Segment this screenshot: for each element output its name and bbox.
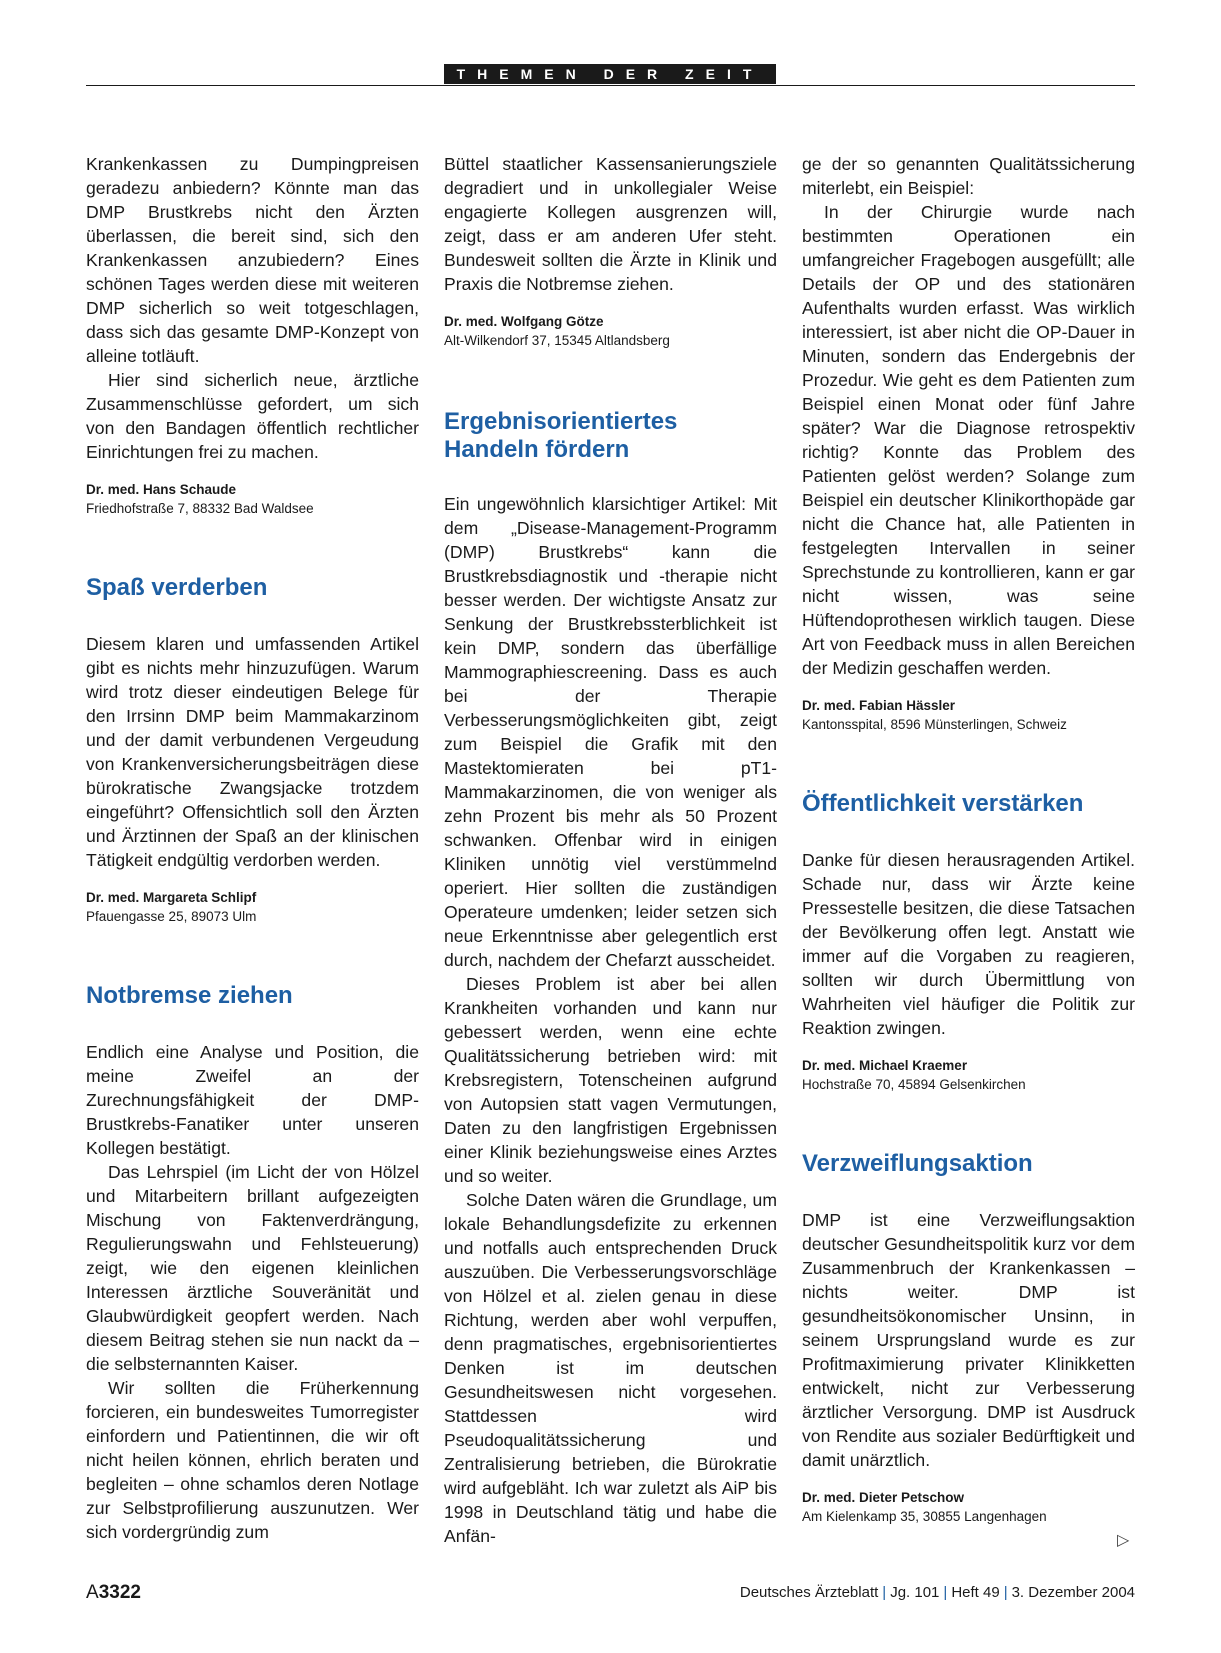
paragraph: DMP ist eine Verzweiflungsaktion deutscher Gesundheitspolitik kurz vor dem Zusammenbruch der Krankenkassen – nichts weiter. DMP ist gesundheitsökonomischer Unsinn, in seinem Ursprungsland wurde es zur Profitmaximierung privater Klinikketten entwickelt, nicht zur Verbesserung ärztlicher Versorgung. DMP ist Ausdruck von Rendite aus sozialer Bedürftigkeit und damit unärztlich. xyxy=(802,1210,1135,1470)
author-address: Hochstraße 70, 45894 Gelsenkirchen xyxy=(802,1077,1026,1092)
letter-heading: Spaß verderben xyxy=(86,574,268,601)
author-address: Kantonsspital, 8596 Münsterlingen, Schweiz xyxy=(802,717,1067,732)
paragraph: Diesem klaren und umfassenden Artikel gibt es nichts mehr hinzuzufügen. Warum wird trotz dieser eindeutigen Belege für den Irrsinn DMP beim Mammakarzinom und der damit verbundenen Vergeudung von Krankenversicherungsbeiträgen diese bürokratische Zwangsjacke trotzdem eingeführt? Offensichtlich soll den Ärzten und Ärztinnen der Spaß an der klinischen Tätigkeit endgültig verdorben werden. xyxy=(86,634,419,870)
letter-heading: Notbremse ziehen xyxy=(86,982,293,1009)
page-number xyxy=(86,1582,141,1604)
author-address: Am Kielenkamp 35, 30855 Langenhagen xyxy=(802,1509,1047,1524)
journal-issue: Heft 49 xyxy=(951,1584,1000,1601)
journal-info xyxy=(740,1584,1135,1601)
paragraph: Endlich eine Analyse und Position, die meine Zweifel an der Zurechnungsfähigkeit der DMP-Brustkrebs-Fanatiker unter unseren Kollegen bestätigt. xyxy=(86,1042,419,1158)
paragraph: Wir sollten die Früherkennung forcieren, ein bundesweites Tumorregister einfordern und Patientinnen, die wir oft nicht heilen können, ehrlich beraten und begleiten – ohne schamlos deren Notlage zur Selbstprofilierung auszunutzen. Wer sich vordergründig zum xyxy=(86,1378,419,1542)
journal-date: 3. Dezember 2004 xyxy=(1011,1584,1135,1601)
author-name: Dr. med. Dieter Petschow xyxy=(802,1490,965,1505)
separator: | xyxy=(943,1584,948,1601)
author-name: Dr. med. Fabian Hässler xyxy=(802,698,956,713)
separator: | xyxy=(882,1584,887,1601)
paragraph: Das Lehrspiel (im Licht der von Hölzel und Mitarbeitern brillant aufgezeigten Mischung von Faktenverdrängung, Regulierungswahn und Fehlsteuerung) zeigt, wie den eigenen kleinlichen Interessen ärztliche Souveränität und Glaubwürdigkeit geopfert werden. Nach diesem Beitrag stehen sie nun nackt da – die selbsternannten Kaiser. xyxy=(86,1162,419,1374)
author-address: Friedhofstraße 7, 88332 Bad Waldsee xyxy=(86,501,314,516)
letter-heading: Ergebnisorientiertes Handeln fördern xyxy=(444,408,678,463)
journal-name: Deutsches Ärzteblatt xyxy=(739,1584,879,1601)
author-name: Dr. med. Wolfgang Götze xyxy=(444,314,604,329)
paragraph: Ein ungewöhnlich klarsichtiger Artikel: Mit dem „Disease-Management-Programm (DMP) Brustkrebs“ kann die Brustkrebsdiagnostik und -therapie nicht besser werden. Der wichtigste Ansatz zur Senkung der Brustkrebssterblichkeit ist kein DMP, sondern das überfällige Mammographiescreening. Dass es auch bei der Therapie Verbesserungsmöglichkeiten gibt, zeigt zum Beispiel die Grafik mit den Mastektomieraten bei pT1-Mammakarzinomen, die von weniger als zehn Prozent bis mehr als 50 Prozent schwanken. Offenbar wird in einigen Kliniken unnötig viel verstümmelnd operiert. Hier sollten die zuständigen Operateure umdenken; leider setzen sich neue Erkenntnisse aber gelegentlich erst durch, nachdem der Chefarzt ausscheidet. xyxy=(444,494,777,970)
author-name: Dr. med. Hans Schaude xyxy=(86,482,237,497)
paragraph: Danke für diesen herausragenden Artikel. Schade nur, dass wir Ärzte keine Pressestelle besitzen, die diese Tatsachen der Bevölkerung offen legt. Anstatt wie immer auf die Vorgaben zu reagieren, sollten wir durch Übermittlung von Wahrheiten viel häufiger die Politik zur Reaktion zwingen. xyxy=(802,850,1135,1038)
journal-volume: Jg. 101 xyxy=(890,1584,940,1601)
separator: | xyxy=(1003,1584,1008,1601)
author-address: Alt-Wilkendorf 37, 15345 Altlandsberg xyxy=(444,333,670,348)
paragraph: ge der so genannten Qualitätssicherung miterlebt, ein Beispiel: xyxy=(802,154,1135,198)
author-name: Dr. med. Michael Kraemer xyxy=(802,1058,968,1073)
paragraph: Büttel staatlicher Kassensanierungsziele degradiert und in unkollegialer Weise engagierte Kollegen ausgrenzen will, zeigt, dass er am anderen Ufer steht. Bundesweit sollten die Ärzte in Klinik und Praxis die Notbremse ziehen. xyxy=(444,154,777,294)
paragraph: Dieses Problem ist aber bei allen Krankheiten vorhanden und kann nur gebessert werden, wenn eine echte Qualitätssicherung betrieben wird: mit Krebsregistern, Totenscheinen aufgrund von Autopsien statt vagen Vermutungen, Daten zu den langfristigen Ergebnissen einer Klinik beziehungsweise eines Arztes und so weiter. xyxy=(444,974,777,1186)
header-rule xyxy=(86,85,1135,86)
letter-heading: Öffentlichkeit verstärken xyxy=(802,790,1084,817)
column-1 xyxy=(86,152,419,1544)
paragraph: Solche Daten wären die Grundlage, um lokale Behandlungsdefizite zu erkennen und notfalls auch entsprechenden Druck auszuüben. Die Verbesserungsvorschläge von Hölzel et al. zielen genau in diese Richtung, werden aber wohl verpuffen, denn pragmatisches, ergebnisorientiertes Denken ist im deutschen Gesundheitswesen nicht vorgesehen. Stattdessen wird Pseudoqualitätssicherung und Zentralisierung betrieben, die Bürokratie wird aufgebläht. Ich war zuletzt als AiP bis 1998 in Deutschland tätig und habe die Anfän- xyxy=(444,1190,777,1546)
paragraph: In der Chirurgie wurde nach bestimmten Operationen ein umfangreicher Fragebogen ausgefüllt; alle Details der OP und des stationären Aufenthalts wurden erfasst. Was wirklich interessiert, ist aber nicht die OP-Dauer in Minuten, sondern das Endergebnis der Prozedur. Wie geht es dem Patienten zum Beispiel einen Monat oder fünf Jahre später? War die Diagnose retrospektiv richtig? Konnte das Problem des Patienten gelöst werden? Solange zum Beispiel ein deutscher Klinikorthopäde gar nicht die Chance hat, alle Patienten in festgelegten Intervallen in seiner Sprechstunde zu kontrollieren, kann er gar nicht wissen, was seine Hüftendoprothesen wirklich taugen. Diese Art von Feedback muss in allen Bereichen der Medizin geschaffen werden. xyxy=(802,202,1135,678)
author-name: Dr. med. Margareta Schlipf xyxy=(86,890,257,905)
paragraph: Krankenkassen zu Dumpingpreisen geradezu anbiedern? Könnte man das DMP Brustkrebs nicht den Ärzten überlassen, die bereit sind, sich den Krankenkassen anzubiedern? Eines schönen Tages werden diese mit weiteren DMP sicherlich so weit totgeschlagen, dass sich das gesamte DMP-Konzept von alleine totläuft. xyxy=(86,154,419,366)
column-3 xyxy=(802,152,1135,1526)
section-label: THEMEN DER ZEIT xyxy=(444,64,776,84)
letter-heading: Verzweiflungsaktion xyxy=(802,1150,1033,1177)
paragraph: Hier sind sicherlich neue, ärztliche Zusammenschlüsse gefordert, um sich von den Bandagen öffentlich rechtlicher Einrichtungen frei zu machen. xyxy=(86,370,419,462)
page-prefix: A xyxy=(86,1582,99,1603)
continue-arrow-icon: ▷ xyxy=(1117,1532,1130,1549)
author-address: Pfauengasse 25, 89073 Ulm xyxy=(86,909,257,924)
page-number-value: 3322 xyxy=(98,1582,141,1603)
column-2 xyxy=(444,152,777,1548)
